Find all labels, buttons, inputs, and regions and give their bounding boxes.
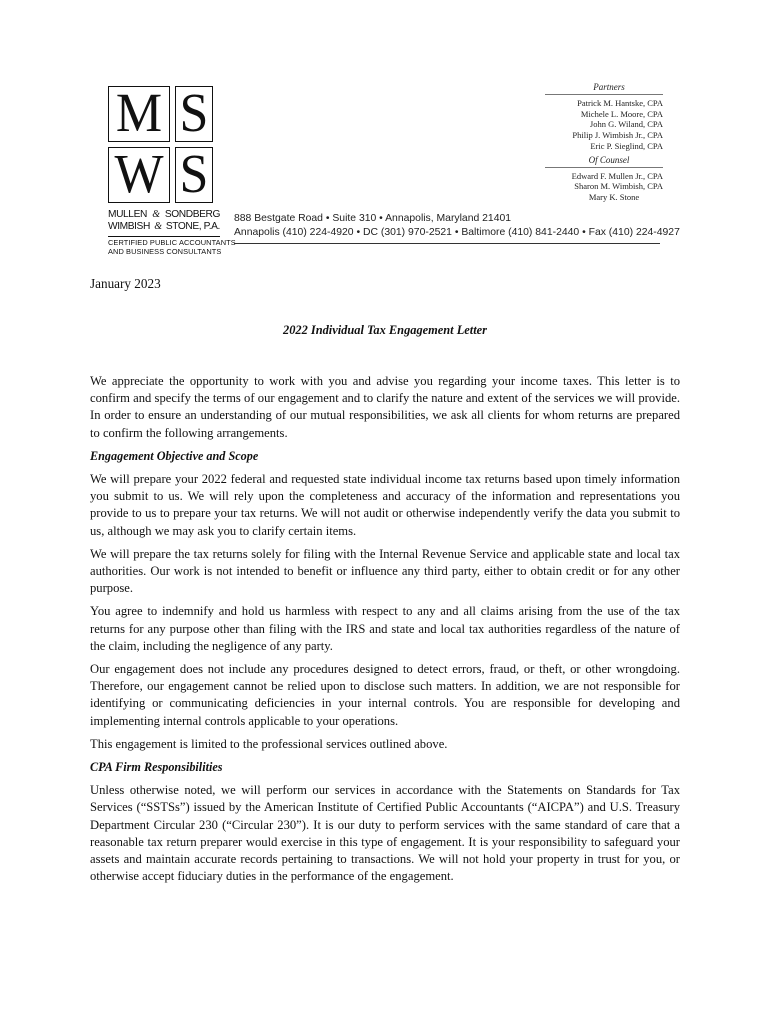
paragraph: Our engagement does not include any procedures designed to detect errors, fraud, or theft, or other wrongdoing. Therefore, our engagement cannot be relied upon to disclose such matters. In addition, we are not responsible for identifying or communicating deficiencies in your internal controls. You are responsible for developing and implementing internal controls applicable to your operations. [90, 662, 680, 728]
counsel-list [545, 171, 663, 203]
letter-title: 2022 Individual Tax Engagement Letter [283, 323, 487, 337]
firm-logo [108, 83, 236, 256]
firm-address-block [234, 212, 680, 244]
partners-block [545, 82, 663, 203]
firm-tagline [108, 236, 236, 256]
paragraph: Unless otherwise noted, we will perform our services in accordance with the Statements on Standards for Tax Services (“SSTSs”) issued by the American Institute of Certified Public Accountants (“AICPA”) and U.S. Treasury Department Circular 230 (“Circular 230”). It is our duty to perform services with the same standard of care that a reasonable tax return preparer would exercise in this type of engagement. It is your responsibility to safeguard your assets and maintain accurate records pertaining to transactions. We will not hold your property in trust for you, or otherwise accept fiduciary duties in the performance of the engagement. [90, 783, 680, 884]
partner-name: John G. Wiland, CPA [589, 119, 663, 130]
partner-name: Patrick M. Hantske, CPA [577, 97, 663, 108]
firm-name-mullen: MULLEN [108, 209, 147, 220]
firm-name-sondberg: SONDBERG [164, 209, 220, 220]
logo-monogram [108, 83, 220, 205]
tagline-line-1: CERTIFIED PUBLIC ACCOUNTANTS [108, 238, 236, 247]
counsel-name: Mary K. Stone [588, 192, 640, 203]
firm-name-ampersand: & [152, 209, 160, 220]
paragraph: You agree to indemnify and hold us harmless with respect to any and all claims arising from the use of the tax returns for any purpose other than filing with the IRS and state and local tax authorities regardless of the nature of the claim, including the negligence of any party. [90, 604, 680, 653]
counsel-heading: Of Counsel [545, 155, 663, 168]
counsel-name: Sharon M. Wimbish, CPA [574, 181, 663, 192]
letter-date: January 2023 [90, 276, 161, 291]
partner-name: Michele L. Moore, CPA [580, 108, 663, 119]
logo-letter-m: M [108, 86, 170, 142]
paragraph: We will prepare the tax returns solely for filing with the Internal Revenue Service and applicable state and local tax authorities. Our work is not intended to benefit or influence any third party, either to obtain credit or for any other purpose. [90, 546, 680, 596]
logo-letter-s-bottom: S [175, 147, 213, 203]
partners-heading: Partners [545, 82, 663, 95]
phone-numbers: Annapolis (410) 224-4920 • DC (301) 970-2521 • Baltimore (410) 841-2440 • Fax (410) 224-4927 [234, 226, 680, 238]
letter-body [90, 373, 680, 891]
counsel-name: Edward F. Mullen Jr., CPA [571, 170, 663, 181]
logo-letter-s-top: S [175, 86, 213, 142]
firm-name [108, 209, 220, 233]
section-heading-scope: Engagement Objective and Scope [90, 448, 259, 463]
logo-letter-w: W [108, 147, 170, 203]
paragraph: We will prepare your 2022 federal and requested state individual income tax returns based upon timely information you submit to us. We will rely upon the completeness and accuracy of the information and representations you provide to us to prepare your tax returns. We will not audit or otherwise independently verify the data you submit to us, although we may ask you to clarify certain items. [90, 472, 680, 538]
firm-name-wimbish: WIMBISH [108, 221, 150, 232]
section-heading-responsibilities: CPA Firm Responsibilities [90, 760, 223, 775]
tagline-line-2: AND BUSINESS CONSULTANTS [108, 247, 222, 256]
paragraph: This engagement is limited to the professional services outlined above. [90, 736, 448, 751]
partner-name: Philip J. Wimbish Jr., CPA [572, 130, 663, 141]
street-address: 888 Bestgate Road • Suite 310 • Annapolis, Maryland 21401 [234, 213, 512, 224]
intro-paragraph: We appreciate the opportunity to work with you and advise you regarding your income taxes. This letter is to confirm and specify the terms of our engagement and to clarify the nature and extent of the services we will provide. In order to ensure an understanding of our mutual responsibilities, we ask all clients for whom returns are prepared to confirm the following arrangements. [90, 374, 680, 440]
firm-name-ampersand-2: & [154, 221, 162, 232]
partner-name: Eric P. Sieglind, CPA [590, 140, 663, 151]
firm-name-stone: STONE, P.A. [165, 221, 220, 232]
